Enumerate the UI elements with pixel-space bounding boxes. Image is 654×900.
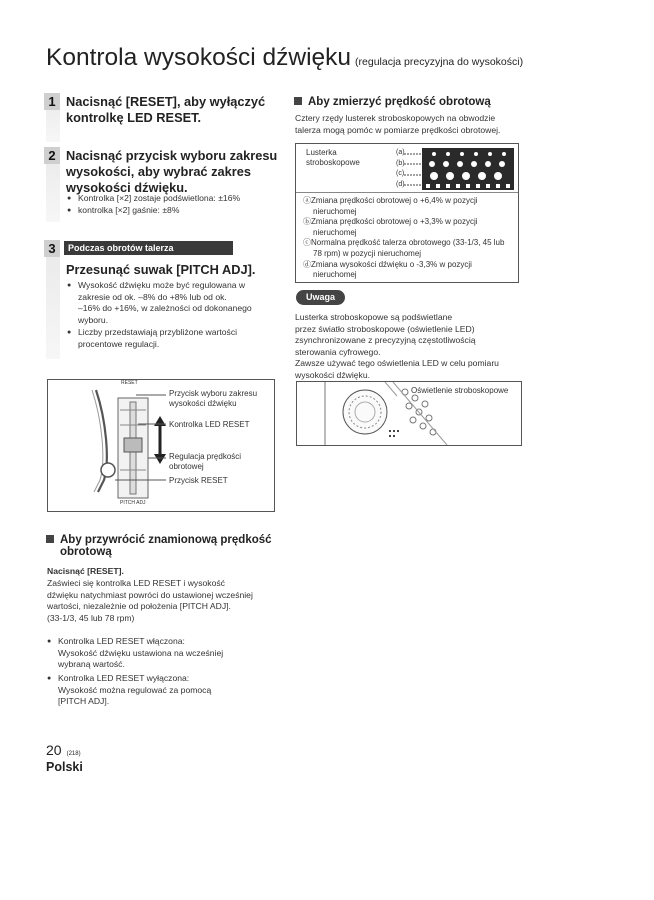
step-3-number: 3 <box>44 240 60 257</box>
language-label: Polski <box>46 760 83 774</box>
restore-heading: Aby przywrócić znamionową prędkość obrotową <box>46 534 272 558</box>
strobe-legend: ⓐZmiana prędkości obrotowej o +6,4% w pozycji nieruchomej ⓑZmiana prędkości obrotowej o +3,3% w pozycji nieruchomej ⓒNormalna prędkość talerza obrotowego (33-1/3, 45 lub 78 rpm) w pozycji nieruchomej ⓓZmiana wysokości dźwięku o -3,3% w pozycji nieruchomej <box>303 196 505 280</box>
step-3-heading: Przesunąć suwak [PITCH ADJ]. <box>66 262 256 277</box>
step-2-bullet: ● kontrolka [×2] gaśnie: ±8% <box>67 205 179 217</box>
pitch-control-figure <box>47 379 275 512</box>
range-button-callout: Przycisk wyboru zakresu wysokości dźwięku <box>169 389 258 408</box>
step-2-number: 2 <box>44 147 60 164</box>
step-2-heading: Nacisnąć przycisk wyboru zakresu wysokości, aby wybrać zakres wysokości dźwięku. <box>66 148 278 195</box>
step-3-bullet: ● Liczby przedstawiają przybliżone wartości procentowe regulacji. <box>67 327 237 350</box>
step-1-heading: Nacisnąć [RESET], aby wyłączyć kontrolkę LED RESET. <box>66 94 266 125</box>
reset-tiny-label: RESET <box>121 380 138 386</box>
strobe-pattern <box>394 148 514 190</box>
pitch-adjust-callout: Regulacja prędkości obrotowej <box>169 452 242 471</box>
step-3-condition-label: Podczas obrotów talerza <box>64 241 233 255</box>
reset-button-callout: Przycisk RESET <box>169 476 228 485</box>
page-subtitle: (regulacja precyzyjna do wysokości) <box>355 56 524 68</box>
step-1-number: 1 <box>44 93 60 110</box>
step-3-bullet: ● Wysokość dźwięku może być regulowana w zakresie od ok. –8% do +8% lub od ok. –16% do +16%, w zależności od dokonanego wyboru. <box>67 280 252 326</box>
measure-heading: Aby zmierzyć prędkość obrotową <box>294 96 491 108</box>
page-code: (218) <box>66 751 81 757</box>
step-2-bullet: ● Kontrolka [×2] zostaje podświetlona: ±16% <box>67 193 240 205</box>
note-text: Lusterka stroboskopowe są podświetlane przez światło stroboskopowe (oświetlenie LED) zsynchronizowane z precyzyjną częstotliwością sterowania cyfrowego. Zawsze używać tego oświetlenia LED w celu pomiaru wysokości dźwięku. <box>295 312 499 380</box>
strobe-figure <box>295 143 519 283</box>
reset-led-callout: Kontrolka LED RESET <box>169 420 250 429</box>
strobe-light-caption: Oświetlenie stroboskopowe <box>411 386 509 395</box>
strobe-light-figure <box>296 381 522 446</box>
restore-bullet: ● Kontrolka LED RESET wyłączona: Wysokość można regulować za pomocą [PITCH ADJ]. <box>47 673 211 708</box>
step-sidebar <box>46 241 60 359</box>
pitch-adj-tiny-label: PITCH ADJ <box>120 500 146 506</box>
restore-bullet: ● Kontrolka LED RESET włączona: Wysokość dźwięku ustawiona na wcześniej wybraną wartość. <box>47 636 223 671</box>
strobe-row-markers: (a) (b) (c) (d) <box>396 149 405 188</box>
measure-intro: Cztery rzędy lusterek stroboskopowych na obwodzie talerza mogą pomóc w pomiarze prędkości obrotowej. <box>295 113 501 135</box>
restore-press: Nacisnąć [RESET]. <box>47 566 124 576</box>
strobe-mirrors-label: Lusterka stroboskopowe <box>306 148 360 167</box>
page-title: Kontrola wysokości dźwięku (regulacja precyzyjna do wysokości) <box>46 44 524 71</box>
note-label: Uwaga <box>296 290 345 305</box>
restore-paragraph: Zaświeci się kontrolka LED RESET i wysokość dźwięku natychmiast powróci do ustawionej wcześniej wartości, niezależnie od położenia [PITCH ADJ]. (33-1/3, 45 lub 78 rpm) <box>47 578 253 623</box>
page-number: 20 (218) <box>46 742 81 758</box>
